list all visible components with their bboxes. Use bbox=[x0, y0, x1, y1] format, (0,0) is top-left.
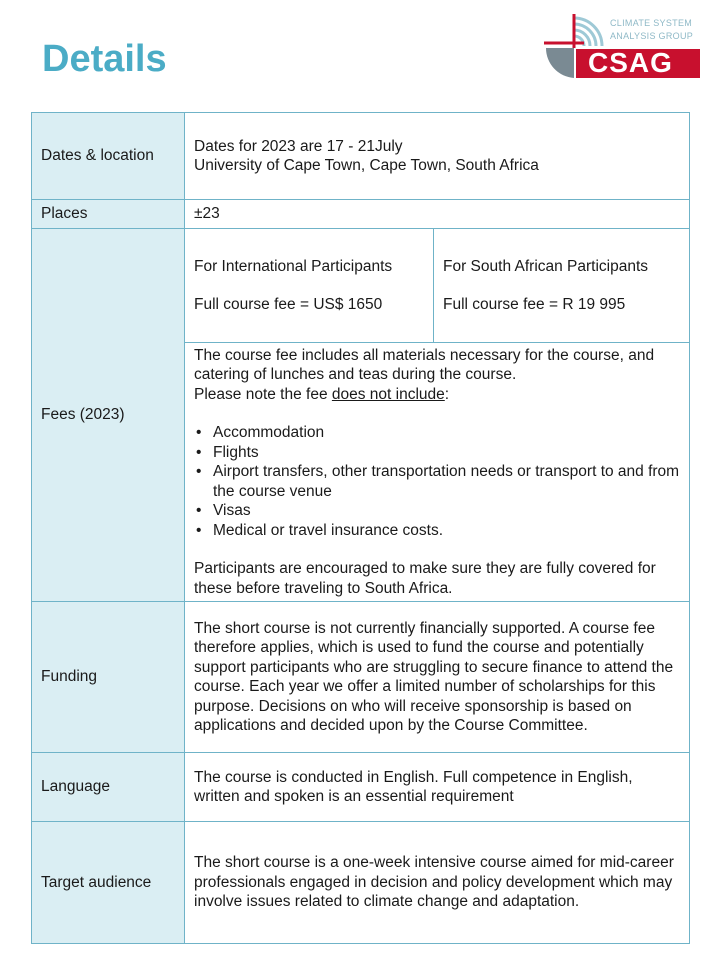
international-heading: For International Participants bbox=[194, 257, 393, 275]
table-row-language bbox=[32, 753, 690, 822]
south-african-heading: For South African Participants bbox=[443, 257, 649, 275]
places-label: Places bbox=[32, 200, 185, 229]
dates-value bbox=[185, 113, 690, 200]
fee-note-prefix: Please note the fee bbox=[194, 385, 332, 403]
funding-label: Funding bbox=[32, 602, 185, 753]
dates-line: Dates for 2023 are 17 - 21July bbox=[194, 137, 403, 155]
table-row-places bbox=[32, 200, 690, 229]
funding-text: The short course is not currently financially supported. A course fee therefore applies, which is used to fund the course and potentially support participants who are struggling to secure finance to attend the course. Each year we offer a limited number of scholarships for this purpose. Decisions on who will receive sponsorship is based on applications and decided upon by the Course Committee. bbox=[185, 602, 690, 753]
table-row-audience bbox=[32, 822, 690, 944]
table-row-funding bbox=[32, 602, 690, 753]
list-item: • Airport transfers, other transportation needs or transport to and from the course venue bbox=[194, 462, 680, 501]
list-item: • Medical or travel insurance costs. bbox=[194, 521, 680, 541]
international-fee: Full course fee = US$ 1650 bbox=[194, 296, 383, 313]
details-table bbox=[31, 112, 690, 944]
fees-label: Fees (2023) bbox=[32, 229, 185, 602]
table-row-fees-top bbox=[32, 229, 690, 343]
csag-logo bbox=[544, 14, 702, 80]
south-african-fee: Full course fee = R 19 995 bbox=[443, 296, 626, 313]
south-african-fee-cell bbox=[434, 229, 690, 342]
list-item: • Visas bbox=[194, 501, 680, 521]
table-row-dates bbox=[32, 113, 690, 200]
language-label: Language bbox=[32, 753, 185, 822]
list-item: • Accommodation bbox=[194, 423, 680, 443]
exclusions-list bbox=[194, 423, 680, 540]
audience-label: Target audience bbox=[32, 822, 185, 944]
fee-closing: Participants are encouraged to make sure they are fully covered for these before traveling to South Africa. bbox=[194, 560, 656, 597]
fee-note-suffix: : bbox=[444, 385, 450, 403]
fee-note bbox=[194, 385, 680, 405]
dates-label: Dates & location bbox=[32, 113, 185, 200]
logo-line-2: ANALYSIS GROUP bbox=[610, 31, 694, 41]
fee-split bbox=[185, 229, 689, 342]
international-fee-cell bbox=[185, 229, 434, 342]
fee-includes: The course fee includes all materials necessary for the course, and catering of lunches and teas during the course. bbox=[194, 346, 655, 384]
places-value: ±23 bbox=[185, 200, 690, 229]
fee-details bbox=[185, 343, 690, 602]
location-line: University of Cape Town, Cape Town, South Africa bbox=[194, 157, 539, 174]
logo-line-1: CLIMATE SYSTEM bbox=[610, 18, 693, 28]
language-text: The course is conducted in English. Full competence in English, written and spoken is an essential requirement bbox=[185, 753, 690, 822]
page-title: Details bbox=[42, 38, 167, 80]
logo-acronym: CSAG bbox=[588, 47, 673, 78]
audience-text: The short course is a one-week intensive course aimed for mid-career professionals engaged in decision and policy development which may involve issues related to climate change and adaptation. bbox=[185, 822, 690, 944]
list-item: • Flights bbox=[194, 443, 680, 463]
fee-note-emphasis: does not include bbox=[331, 385, 445, 403]
